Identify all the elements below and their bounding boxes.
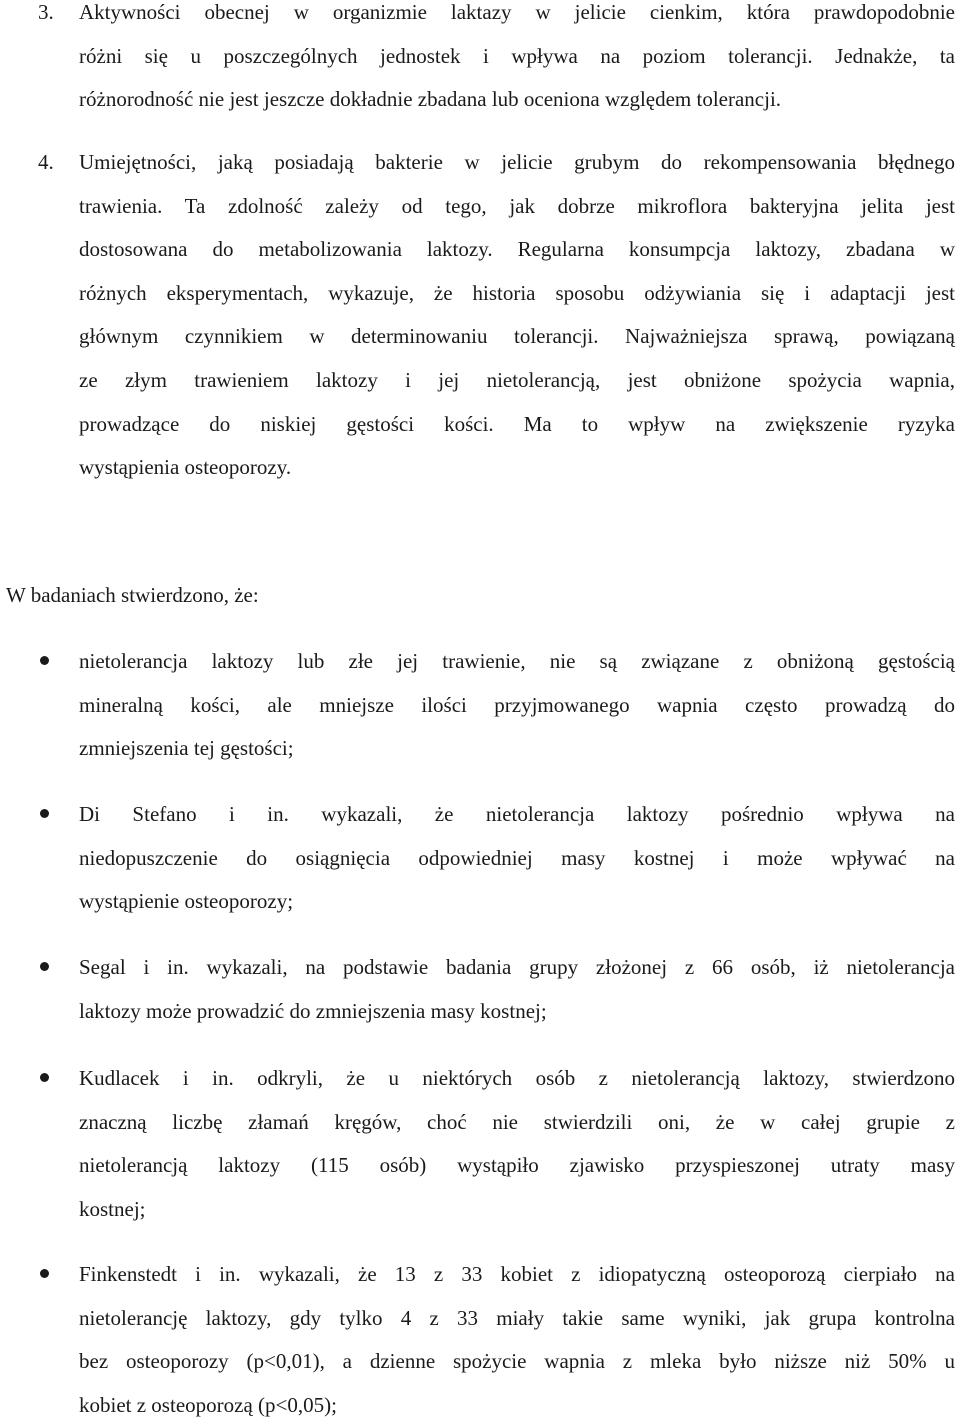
bullet-icon <box>40 809 49 818</box>
text-line: kostnej; <box>79 1196 146 1221</box>
text-line: Aktywności obecnej w organizmie laktazy w jelicie cienkim, która prawdopodobnie <box>79 0 955 24</box>
text-line: trawienia. Ta zdolność zależy od tego, jak dobrze mikroflora bakteryjna jelita jest <box>79 193 955 218</box>
item-text <box>79 946 955 1033</box>
bullet-icon <box>40 656 49 665</box>
text-line: nietolerancja laktozy lub złe jej trawienie, nie są związane z obniżoną gęstością <box>79 649 955 673</box>
bullet-icon <box>40 1073 49 1082</box>
text-line: wystąpienie osteoporozy; <box>79 889 294 914</box>
item-text <box>79 793 955 924</box>
text-line: Umiejętności, jaką posiadają bakterie w jelicie grubym do rekompensowania błędnego <box>79 150 955 174</box>
text-line: różni się u poszczególnych jednostek i wpływa na poziom tolerancji. Jednakże, ta <box>79 43 955 68</box>
item-text <box>79 640 955 771</box>
item-text <box>79 141 955 490</box>
text-line: bez osteoporozy (p<0,01), a dzienne spożycie wapnia z mleka było niższe niż 50% u <box>79 1349 955 1374</box>
text-line: niedopuszczenie do osiągnięcia odpowiedniej masy kostnej i może wpływać na <box>79 845 955 870</box>
text-line: zmniejszenia tej gęstości; <box>79 736 294 761</box>
text-line: ze złym trawieniem laktozy i jej nietolerancją, jest obniżone spożycia wapnia, <box>79 367 955 392</box>
text-line: Finkenstedt i in. wykazali, że 13 z 33 kobiet z idiopatyczną osteoporozą cierpiało na <box>79 1262 955 1286</box>
text-line: dostosowana do metabolizowania laktozy. Regularna konsumpcja laktozy, zbadana w <box>79 237 955 262</box>
text-line: Di Stefano i in. wykazali, że nietolerancja laktozy pośrednio wpływa na <box>79 802 955 826</box>
bullet-icon <box>40 1269 49 1278</box>
item-number: 3. <box>38 0 54 24</box>
text-line: różnych eksperymentach, wykazuje, że historia sposobu odżywiania się i adaptacji jest <box>79 280 955 305</box>
text-line: nietolerancję laktozy, gdy tylko 4 z 33 miały takie same wyniki, jak grupa kontrolna <box>79 1305 955 1330</box>
bullet-icon <box>40 962 49 971</box>
text-line: Segal i in. wykazali, na podstawie badania grupy złożonej z 66 osób, iż nietolerancja <box>79 955 955 979</box>
text-line: wystąpienia osteoporozy. <box>79 455 292 480</box>
text-line: nietolerancją laktozy (115 osób) wystąpiło zjawisko przyspieszonej utraty masy <box>79 1153 955 1178</box>
text-line: laktozy może prowadzić do zmniejszenia masy kostnej; <box>79 998 547 1023</box>
text-line: znaczną liczbę złamań kręgów, choć nie stwierdzili oni, że w całej grupie z <box>79 1109 955 1134</box>
item-text <box>79 1253 955 1427</box>
text-line: prowadzące do niskiej gęstości kości. Ma to wpływ na zwiększenie ryzyka <box>79 411 955 436</box>
findings-intro: W badaniach stwierdzono, że: <box>6 583 259 607</box>
text-line: mineralną kości, ale mniejsze ilości przyjmowanego wapnia często prowadzą do <box>79 692 955 717</box>
item-text <box>79 0 955 122</box>
text-line: różnorodność nie jest jeszcze dokładnie zbadana lub oceniona względem tolerancji. <box>79 87 782 112</box>
item-number: 4. <box>38 150 54 174</box>
text-line: kobiet z osteoporozą (p<0,05); <box>79 1392 337 1417</box>
text-line: Kudlacek i in. odkryli, że u niektórych osób z nietolerancją laktozy, stwierdzono <box>79 1066 955 1090</box>
text-line: głównym czynnikiem w determinowaniu tolerancji. Najważniejsza sprawą, powiązaną <box>79 324 955 349</box>
item-text <box>79 1057 955 1231</box>
